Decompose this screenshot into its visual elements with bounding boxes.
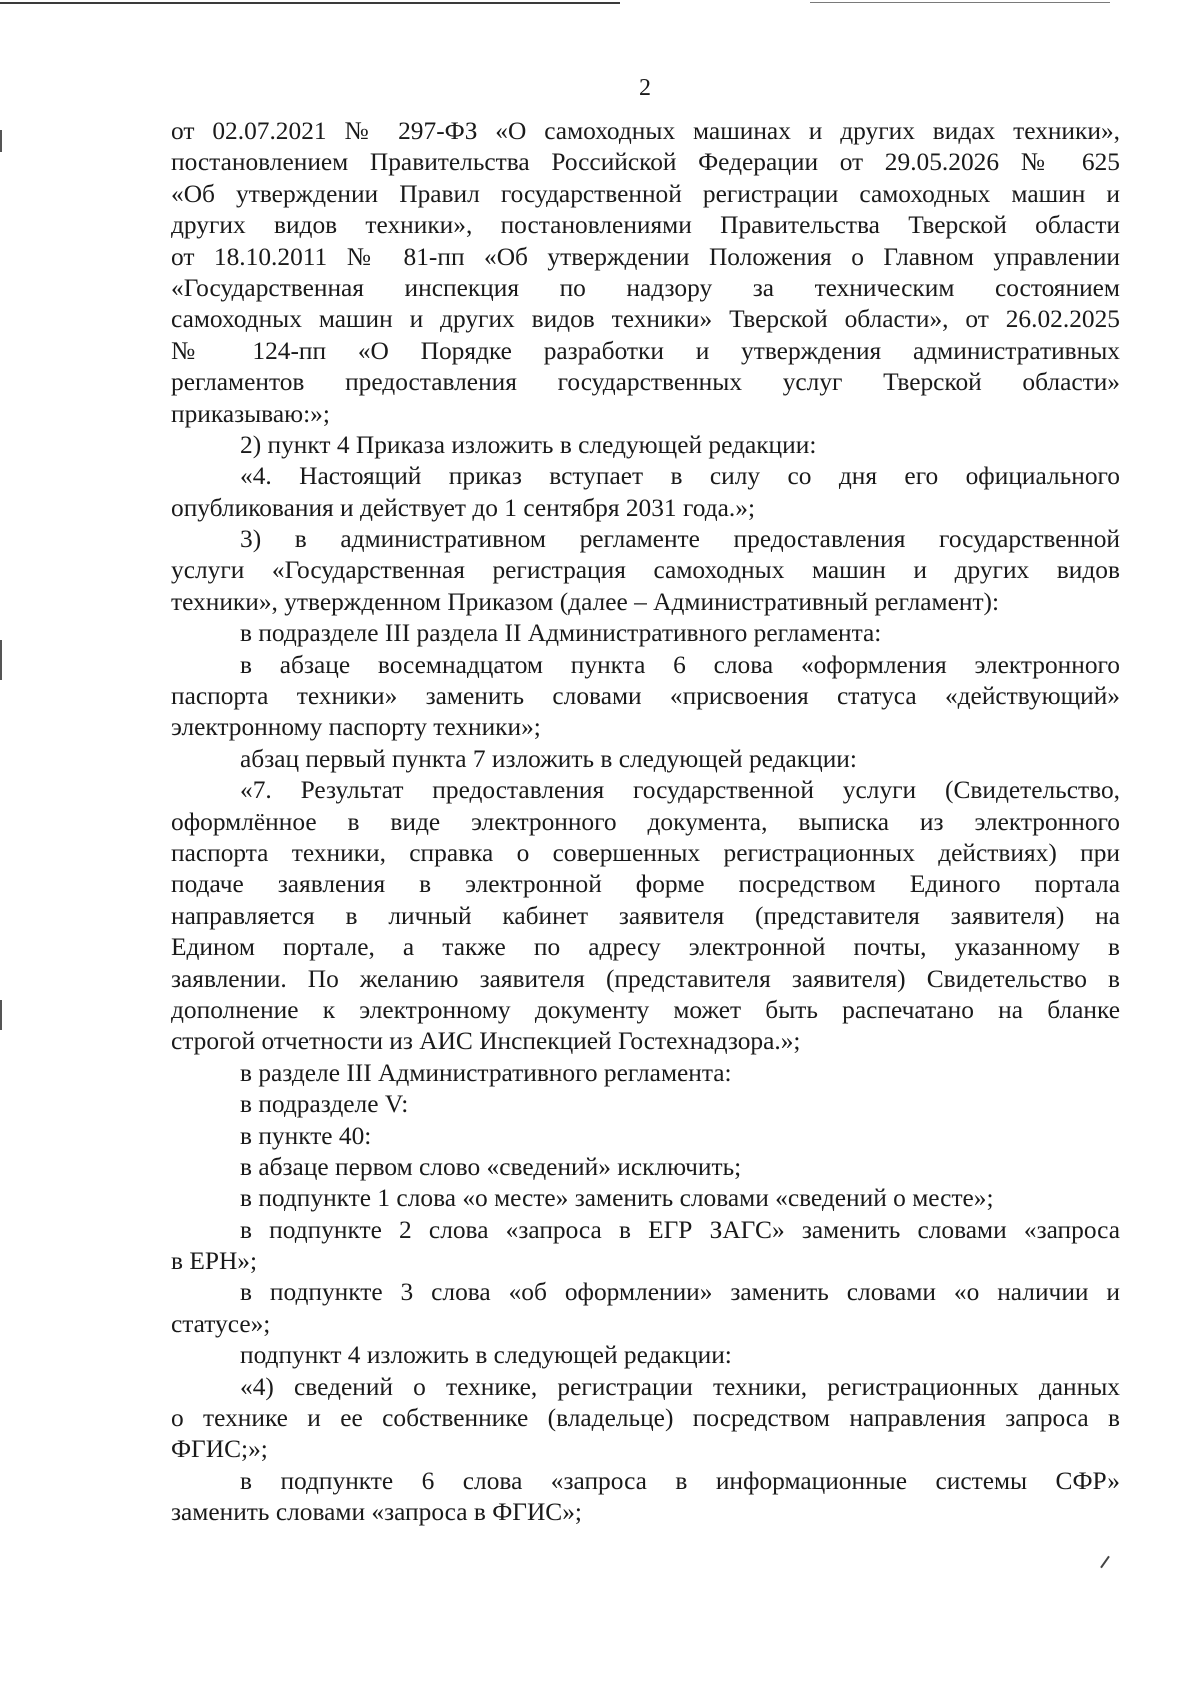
scan-edge-left-2 xyxy=(0,640,2,680)
text-line: «4. Настоящий приказ вступает в силу со дня его официального xyxy=(240,462,1120,491)
text-line: подпункт 4 изложить в следующей редакции: xyxy=(240,1341,732,1370)
text-line: от 18.10.2011 № 81-пп «Об утверждении Положения о Главном управлении xyxy=(171,242,1120,271)
scan-edge-left-3 xyxy=(0,1000,2,1030)
document-body xyxy=(171,116,1120,1529)
text-line: в пункте 40: xyxy=(240,1121,372,1150)
text-line: техники», утвержденном Приказом (далее – Административный регламент): xyxy=(171,587,1000,616)
text-line: в подпункте 2 слова «запроса в ЕГР ЗАГС» заменить словами «запроса xyxy=(240,1215,1120,1244)
text-line: 2) пункт 4 Приказа изложить в следующей редакции: xyxy=(240,430,817,459)
text-line: в подразделе V: xyxy=(240,1090,409,1119)
text-line: постановлением Правительства Российской Федерации от 29.05.2026 № 625 xyxy=(171,148,1120,177)
text-line: в подпункте 6 слова «запроса в информационные системы СФР» xyxy=(240,1466,1120,1495)
text-line: опубликования и действует до 1 сентября 2031 года.»; xyxy=(171,493,756,522)
text-line: регламентов предоставления государственных услуг Тверской области» xyxy=(171,368,1120,397)
text-line: других видов техники», постановлениями Правительства Тверской области xyxy=(171,211,1120,240)
scan-edge-left-1 xyxy=(0,130,2,152)
text-line: в абзаце первом слово «сведений» исключить; xyxy=(240,1152,742,1181)
text-line: абзац первый пункта 7 изложить в следующей редакции: xyxy=(240,744,857,773)
text-line: «Государственная инспекция по надзору за техническим состоянием xyxy=(171,273,1120,302)
text-line: направляется в личный кабинет заявителя (представителя заявителя) на xyxy=(171,901,1120,930)
text-line: дополнение к электронному документу может быть распечатано на бланке xyxy=(171,995,1120,1024)
text-line: Едином портале, а также по адресу электронной почты, указанному в xyxy=(171,933,1120,962)
text-line: паспорта техники, справка о совершенных регистрационных действиях) при xyxy=(171,838,1120,867)
text-line: услуги «Государственная регистрация самоходных машин и других видов xyxy=(171,556,1120,585)
scan-edge-top-right xyxy=(810,2,1110,3)
page-number: 2 xyxy=(639,75,651,101)
text-line: в разделе III Административного регламента: xyxy=(240,1058,732,1087)
text-line: ФГИС;»; xyxy=(171,1435,268,1464)
text-line: в подразделе III раздела II Административного регламента: xyxy=(240,619,882,648)
text-line: в абзаце восемнадцатом пункта 6 слова «оформления электронного xyxy=(240,650,1120,679)
text-line: приказываю:»; xyxy=(171,399,330,428)
text-line: строгой отчетности из АИС Инспекцией Гостехнадзора.»; xyxy=(171,1027,801,1056)
text-line: подаче заявления в электронной форме посредством Единого портала xyxy=(171,870,1120,899)
text-line: о технике и ее собственнике (владельце) посредством направления запроса в xyxy=(171,1404,1120,1433)
text-line: «4) сведений о технике, регистрации техники, регистрационных данных xyxy=(240,1372,1120,1401)
text-line: № 124-пп «О Порядке разработки и утверждения административных xyxy=(171,336,1120,365)
text-line: оформлённое в виде электронного документа, выписка из электронного xyxy=(171,807,1120,836)
pen-mark xyxy=(1100,1556,1110,1569)
text-line: 3) в административном регламенте предоставления государственной xyxy=(240,525,1120,554)
text-line: заявлении. По желанию заявителя (представителя заявителя) Свидетельство в xyxy=(171,964,1120,993)
text-line: «Об утверждении Правил государственной регистрации самоходных машин и xyxy=(171,179,1120,208)
text-line: статусе»; xyxy=(171,1309,271,1338)
text-line: электронному паспорту техники»; xyxy=(171,713,541,742)
text-line: в подпункте 3 слова «об оформлении» заменить словами «о наличии и xyxy=(240,1278,1120,1307)
text-line: заменить словами «запроса в ФГИС»; xyxy=(171,1498,582,1527)
scan-edge-top-left xyxy=(0,2,620,4)
text-line: самоходных машин и других видов техники» Тверской области», от 26.02.2025 xyxy=(171,305,1120,334)
text-line: «7. Результат предоставления государственной услуги (Свидетельство, xyxy=(240,776,1120,805)
text-line: в подпункте 1 слова «о месте» заменить словами «сведений о месте»; xyxy=(240,1184,994,1213)
text-line: паспорта техники» заменить словами «присвоения статуса «действующий» xyxy=(171,682,1120,711)
text-line: от 02.07.2021 № 297-ФЗ «О самоходных машинах и других видах техники», xyxy=(171,117,1120,145)
text-line: в ЕРН»; xyxy=(171,1247,258,1276)
